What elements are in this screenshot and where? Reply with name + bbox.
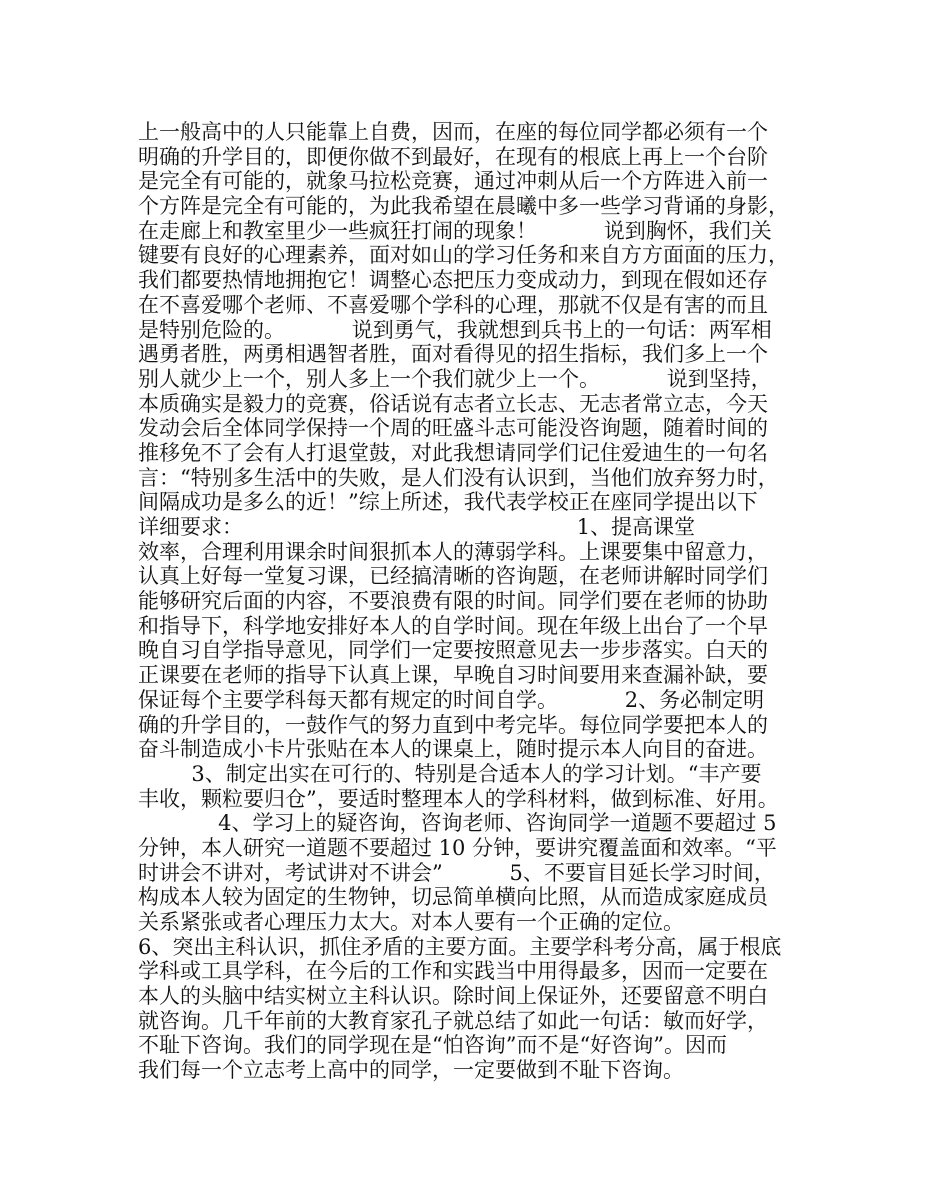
text-line: 言：“特别多生活中的失败，是人们没有认识到，当他们放弃努力时， bbox=[138, 465, 779, 490]
text-line: 本质确实是毅力的竞赛，俗话说有志者立长志、无志者常立志，今天 bbox=[138, 391, 768, 416]
text-line: 奋斗制造成小卡片张贴在本人的课桌上，随时提示本人向目的奋进。 bbox=[138, 737, 768, 762]
text-line: 详细要求： 1、提高课堂 bbox=[138, 515, 696, 539]
text-line: 保证每个主要学科每天都有规定的时间自学。 2、务必制定明 bbox=[138, 687, 765, 712]
text-line: 遇勇者胜，两勇相遇智者胜，面对看得见的招生指标，我们多上一个 bbox=[138, 342, 768, 367]
text-line: 推移免不了会有人打退堂鼓，对此我想请同学们记住爱迪生的一句名 bbox=[138, 440, 768, 465]
text-line: 晚自习自学指导意见，同学们一定要按照意见去一步步落实。白天的 bbox=[138, 638, 768, 663]
text-line: 确的升学目的，一鼓作气的努力直到中考完毕。每位同学要把本人的 bbox=[138, 712, 768, 737]
text-line: 不耻下咨询。我们的同学现在是“怕咨询”而不是“好咨询”。因而 bbox=[138, 1033, 727, 1058]
text-line: 我们都要热情地拥抱它！调整心态把压力变成动力，到现在假如还存 bbox=[138, 268, 768, 293]
text-line: 在走廊上和教室里少一些疯狂打闹的现象！ 说到胸怀，我们关 bbox=[138, 218, 772, 243]
text-line: 发动会后全体同学保持一个周的旺盛斗志可能没咨询题，随着时间的 bbox=[138, 416, 768, 441]
text-line: 在不喜爱哪个老师、不喜爱哪个学科的心理，那就不仅是有害的而且 bbox=[138, 292, 768, 317]
text-line: 上一般高中的人只能靠上自费，因而，在座的每位同学都必须有一个 bbox=[138, 120, 768, 144]
text-line: 6、突出主科认识，抓住矛盾的主要方面。主要学科考分高，属于根底 bbox=[138, 934, 782, 959]
text-line: 正课要在老师的指导下认真上课，早晚自习时间要用来查漏补缺，要 bbox=[138, 663, 768, 688]
text-line: 丰收，颗粒要归仓”，要适时整理本人的学科材料，做到标准、好用。 bbox=[138, 786, 779, 811]
text-line: 是特别危险的。 说到勇气，我就想到兵书上的一句话：两军相 bbox=[138, 317, 772, 342]
text-line: 就咨询。几千年前的大教育家孔子就总结了如此一句话：敏而好学， bbox=[138, 1008, 768, 1033]
body-text bbox=[138, 120, 838, 1083]
text-line: 个方阵是完全有可能的，为此我希望在晨曦中多一些学习背诵的身影， bbox=[138, 194, 789, 219]
text-line: 3、制定出实在可行的、特别是合适本人的学习计划。“丰产要 bbox=[138, 761, 762, 786]
text-line: 关系紧张或者心理压力太大。对本人要有一个正确的定位。 bbox=[138, 910, 684, 934]
text-line: 构成本人较为固定的生物钟，切忌简单横向比照，从而造成家庭成员 bbox=[138, 885, 768, 910]
text-line: 效率，合理利用课余时间狠抓本人的薄弱学科。上课要集中留意力， bbox=[138, 539, 768, 564]
text-line: 本人的头脑中结实树立主科认识。除时间上保证外，还要留意不明白 bbox=[138, 984, 768, 1009]
text-line: 别人就少上一个，别人多上一个我们就少上一个。 说到坚持， bbox=[138, 366, 772, 391]
text-line: 明确的升学目的，即便你做不到最好，在现有的根底上再上一个台阶 bbox=[138, 144, 768, 169]
text-line: 间隔成功是多么的近！”综上所述，我代表学校正在座同学提出以下 bbox=[138, 490, 758, 515]
text-line: 能够研究后面的内容，不要浪费有限的时间。同学们要在老师的协助 bbox=[138, 589, 768, 614]
text-line: 时讲会不讲对，考试讲对不讲会” 5、不要盲目延长学习时间， bbox=[138, 860, 775, 885]
text-line: 和指导下，科学地安排好本人的自学时间。现在年级上出台了一个早 bbox=[138, 613, 768, 638]
text-line: 学科或工具学科，在今后的工作和实践当中用得最多，因而一定要在 bbox=[138, 959, 768, 984]
text-line: 我们每一个立志考上高中的同学，一定要做到不耻下咨询。 bbox=[138, 1058, 684, 1083]
text-line: 是完全有可能的，就象马拉松竞赛，通过冲刺从后一个方阵进入前一 bbox=[138, 169, 768, 194]
text-line: 键要有良好的心理素养，面对如山的学习任务和来自方方面面的压力， bbox=[138, 243, 789, 268]
text-line: 认真上好每一堂复习课，已经搞清晰的咨询题，在老师讲解时同学们 bbox=[138, 564, 768, 589]
text-line: 4、学习上的疑咨询，咨询老师、咨询同学一道题不要超过 5 bbox=[138, 811, 777, 836]
text-line: 分钟，本人研究一道题不要超过 10 分钟，要讲究覆盖面和效率。“平 bbox=[138, 835, 777, 860]
